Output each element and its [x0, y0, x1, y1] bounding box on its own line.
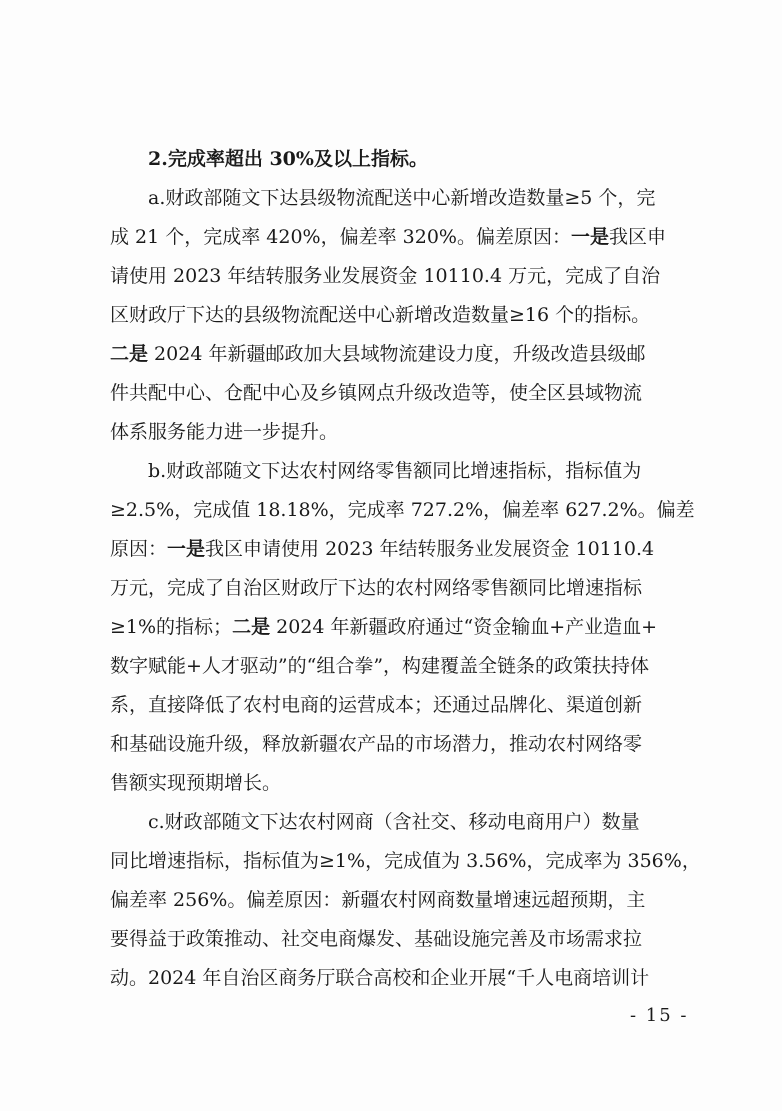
section-heading: 2.完成率超出 30%及以上指标。	[148, 148, 428, 170]
paragraph-b-line-2: ≥2.5%，完成值 18.18%，完成率 727.2%，偏差率 627.2%。偏差	[110, 499, 695, 521]
paragraph-c-line-2: 同比增速指标，指标值为≥1%，完成值为 3.56%，完成率为 356%，	[110, 850, 701, 872]
paragraph-b-line-4: 万元，完成了自治区财政厅下达的农村网络零售额同比增速指标	[110, 577, 643, 599]
paragraph-b-line-5: ≥1%的指标；二是 2024 年新疆政府通过“资金输血+产业造血+	[110, 616, 658, 638]
paragraph-a-line-5: 二是 2024 年新疆邮政加大县域物流建设力度，升级改造县级邮	[110, 343, 646, 365]
document-body	[110, 140, 701, 998]
paragraph-c-line-1: c.财政部随文下达农村网商（含社交、移动电商用户）数量	[148, 811, 640, 833]
paragraph-c-line-4: 要得益于政策推动、社交电商爆发、基础设施完善及市场需求拉	[110, 928, 643, 950]
paragraph-c-line-3: 偏差率 256%。偏差原因：新疆农村网商数量增速远超预期，主	[110, 889, 646, 911]
paragraph-b-line-3: 原因：一是我区申请使用 2023 年结转服务业发展资金 10110.4	[110, 538, 655, 560]
paragraph-b	[110, 452, 695, 803]
paragraph-a-line-1: a.财政部随文下达县级物流配送中心新增改造数量≥5 个，完	[148, 187, 656, 209]
paragraph-b-line-6: 数字赋能+人才驱动”的“组合拳”，构建覆盖全链条的政策扶持体	[110, 655, 650, 677]
paragraph-b-line-1: b.财政部随文下达农村网络零售额同比增速指标，指标值为	[148, 460, 642, 482]
paragraph-a-line-7: 体系服务能力进一步提升。	[110, 421, 339, 443]
paragraph-a	[110, 179, 695, 452]
paragraph-c-line-5: 动。2024 年自治区商务厅联合高校和企业开展“千人电商培训计	[110, 967, 650, 989]
paragraph-a-line-6: 件共配中心、仓配中心及乡镇网点升级改造等，使全区县域物流	[110, 382, 643, 404]
paragraph-c	[110, 803, 701, 998]
paragraph-b-line-9: 售额实现预期增长。	[110, 772, 282, 794]
paragraph-a-line-3: 请使用 2023 年结转服务业发展资金 10110.4 万元，完成了自治	[110, 265, 661, 287]
paragraph-a-line-4: 区财政厅下达的县级物流配送中心新增改造数量≥16 个的指标。	[110, 304, 651, 326]
paragraph-a-line-2: 成 21 个，完成率 420%，偏差率 320%。偏差原因：一是我区申	[110, 226, 667, 248]
paragraph-b-line-7: 系，直接降低了农村电商的运营成本；还通过品牌化、渠道创新	[110, 694, 643, 716]
paragraph-b-line-8: 和基础设施升级，释放新疆农产品的市场潜力，推动农村网络零	[110, 733, 643, 755]
page-number: - 15 -	[630, 1005, 689, 1026]
